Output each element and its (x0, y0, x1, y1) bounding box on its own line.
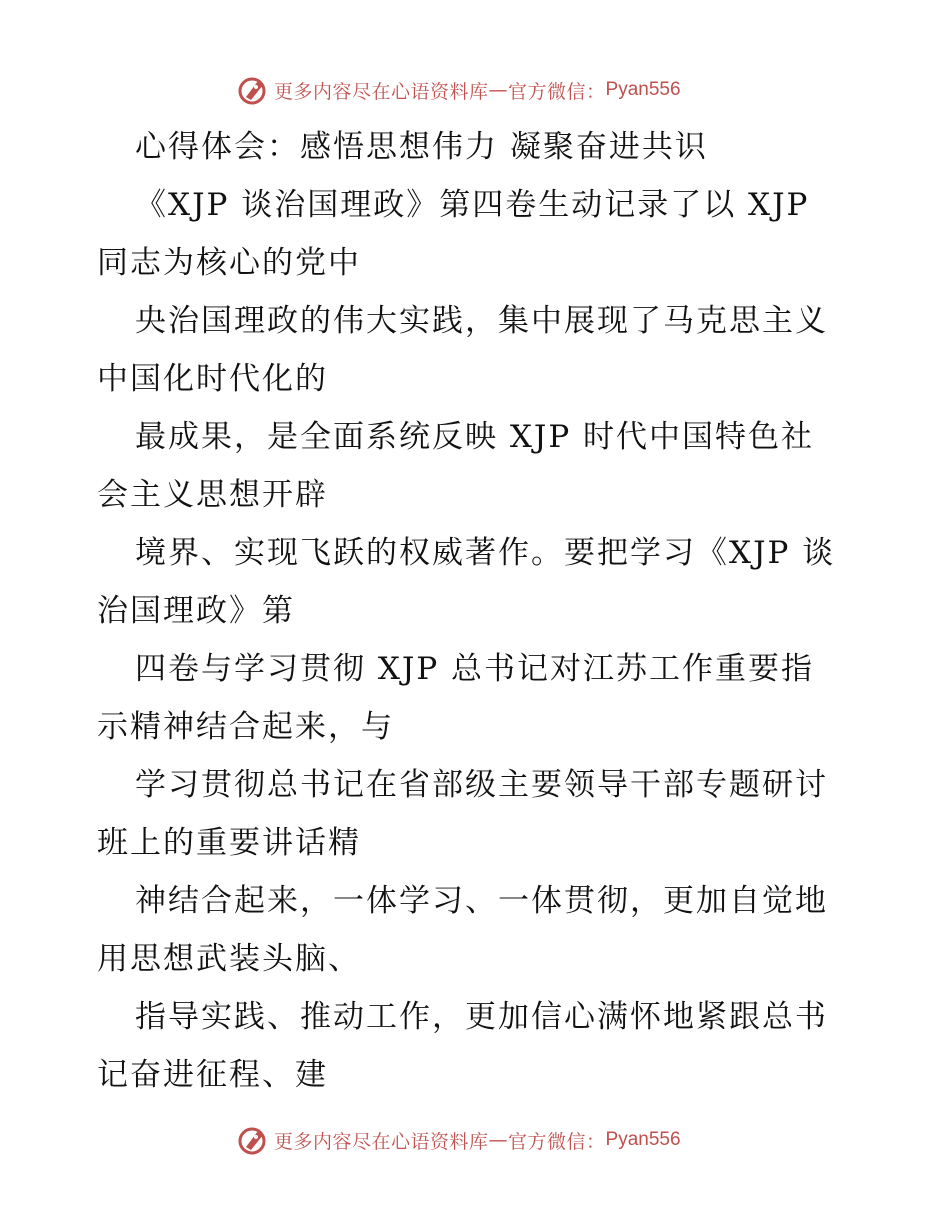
text-line: 央治国理政的伟大实践，集中展现了马克思主义 (135, 303, 828, 339)
banner-wechat-account: Pyan556 (605, 1129, 681, 1150)
text-line: 班上的重要讲话精 (97, 825, 361, 861)
text-line: 用思想武装头脑、 (97, 941, 361, 977)
banner-wechat-account: Pyan556 (605, 79, 681, 100)
banner-dash: — (488, 1129, 509, 1151)
text-line: 神结合起来，一体学习、一体贯彻，更加自觉地 (135, 883, 828, 919)
banner-site-name: 更多内容尽在心语资料库 (274, 80, 489, 103)
text-line: 示精神结合起来，与 (97, 709, 394, 745)
banner-wechat-label: 官方微信： (508, 80, 606, 103)
text-line: 四卷与学习贯彻 XJP 总书记对江苏工作重要指 (135, 651, 815, 687)
header-banner (236, 72, 681, 108)
banner-site-name: 更多内容尽在心语资料库 (274, 1130, 489, 1153)
text-line: 学习贯彻总书记在省部级主要领导干部专题研讨 (135, 767, 828, 803)
text-line: 最成果，是全面系统反映 XJP 时代中国特色社 (135, 419, 815, 455)
text-line: 会主义思想开辟 (97, 477, 328, 513)
text-line: 治国理政》第 (97, 593, 295, 629)
footer-banner (236, 1122, 681, 1158)
text-line: 中国化时代化的 (97, 361, 328, 397)
text-line: 《XJP 谈治国理政》第四卷生动记录了以 XJP (135, 187, 810, 223)
text-line: 同志为核心的党中 (97, 245, 361, 281)
banner-dash: — (488, 79, 509, 101)
pen-nib-circle-icon (236, 73, 270, 107)
banner-wechat-label: 官方微信： (508, 1130, 606, 1153)
document-body (97, 118, 857, 1104)
text-line: 指导实践、推动工作，更加信心满怀地紧跟总书 (135, 999, 828, 1035)
text-line: 境界、实现飞跃的权威著作。要把学习《XJP 谈 (135, 535, 836, 571)
text-line: 记奋进征程、建 (97, 1057, 328, 1093)
text-line: 心得体会：感悟思想伟力 凝聚奋进共识 (135, 129, 708, 165)
pen-nib-circle-icon (236, 1123, 270, 1157)
